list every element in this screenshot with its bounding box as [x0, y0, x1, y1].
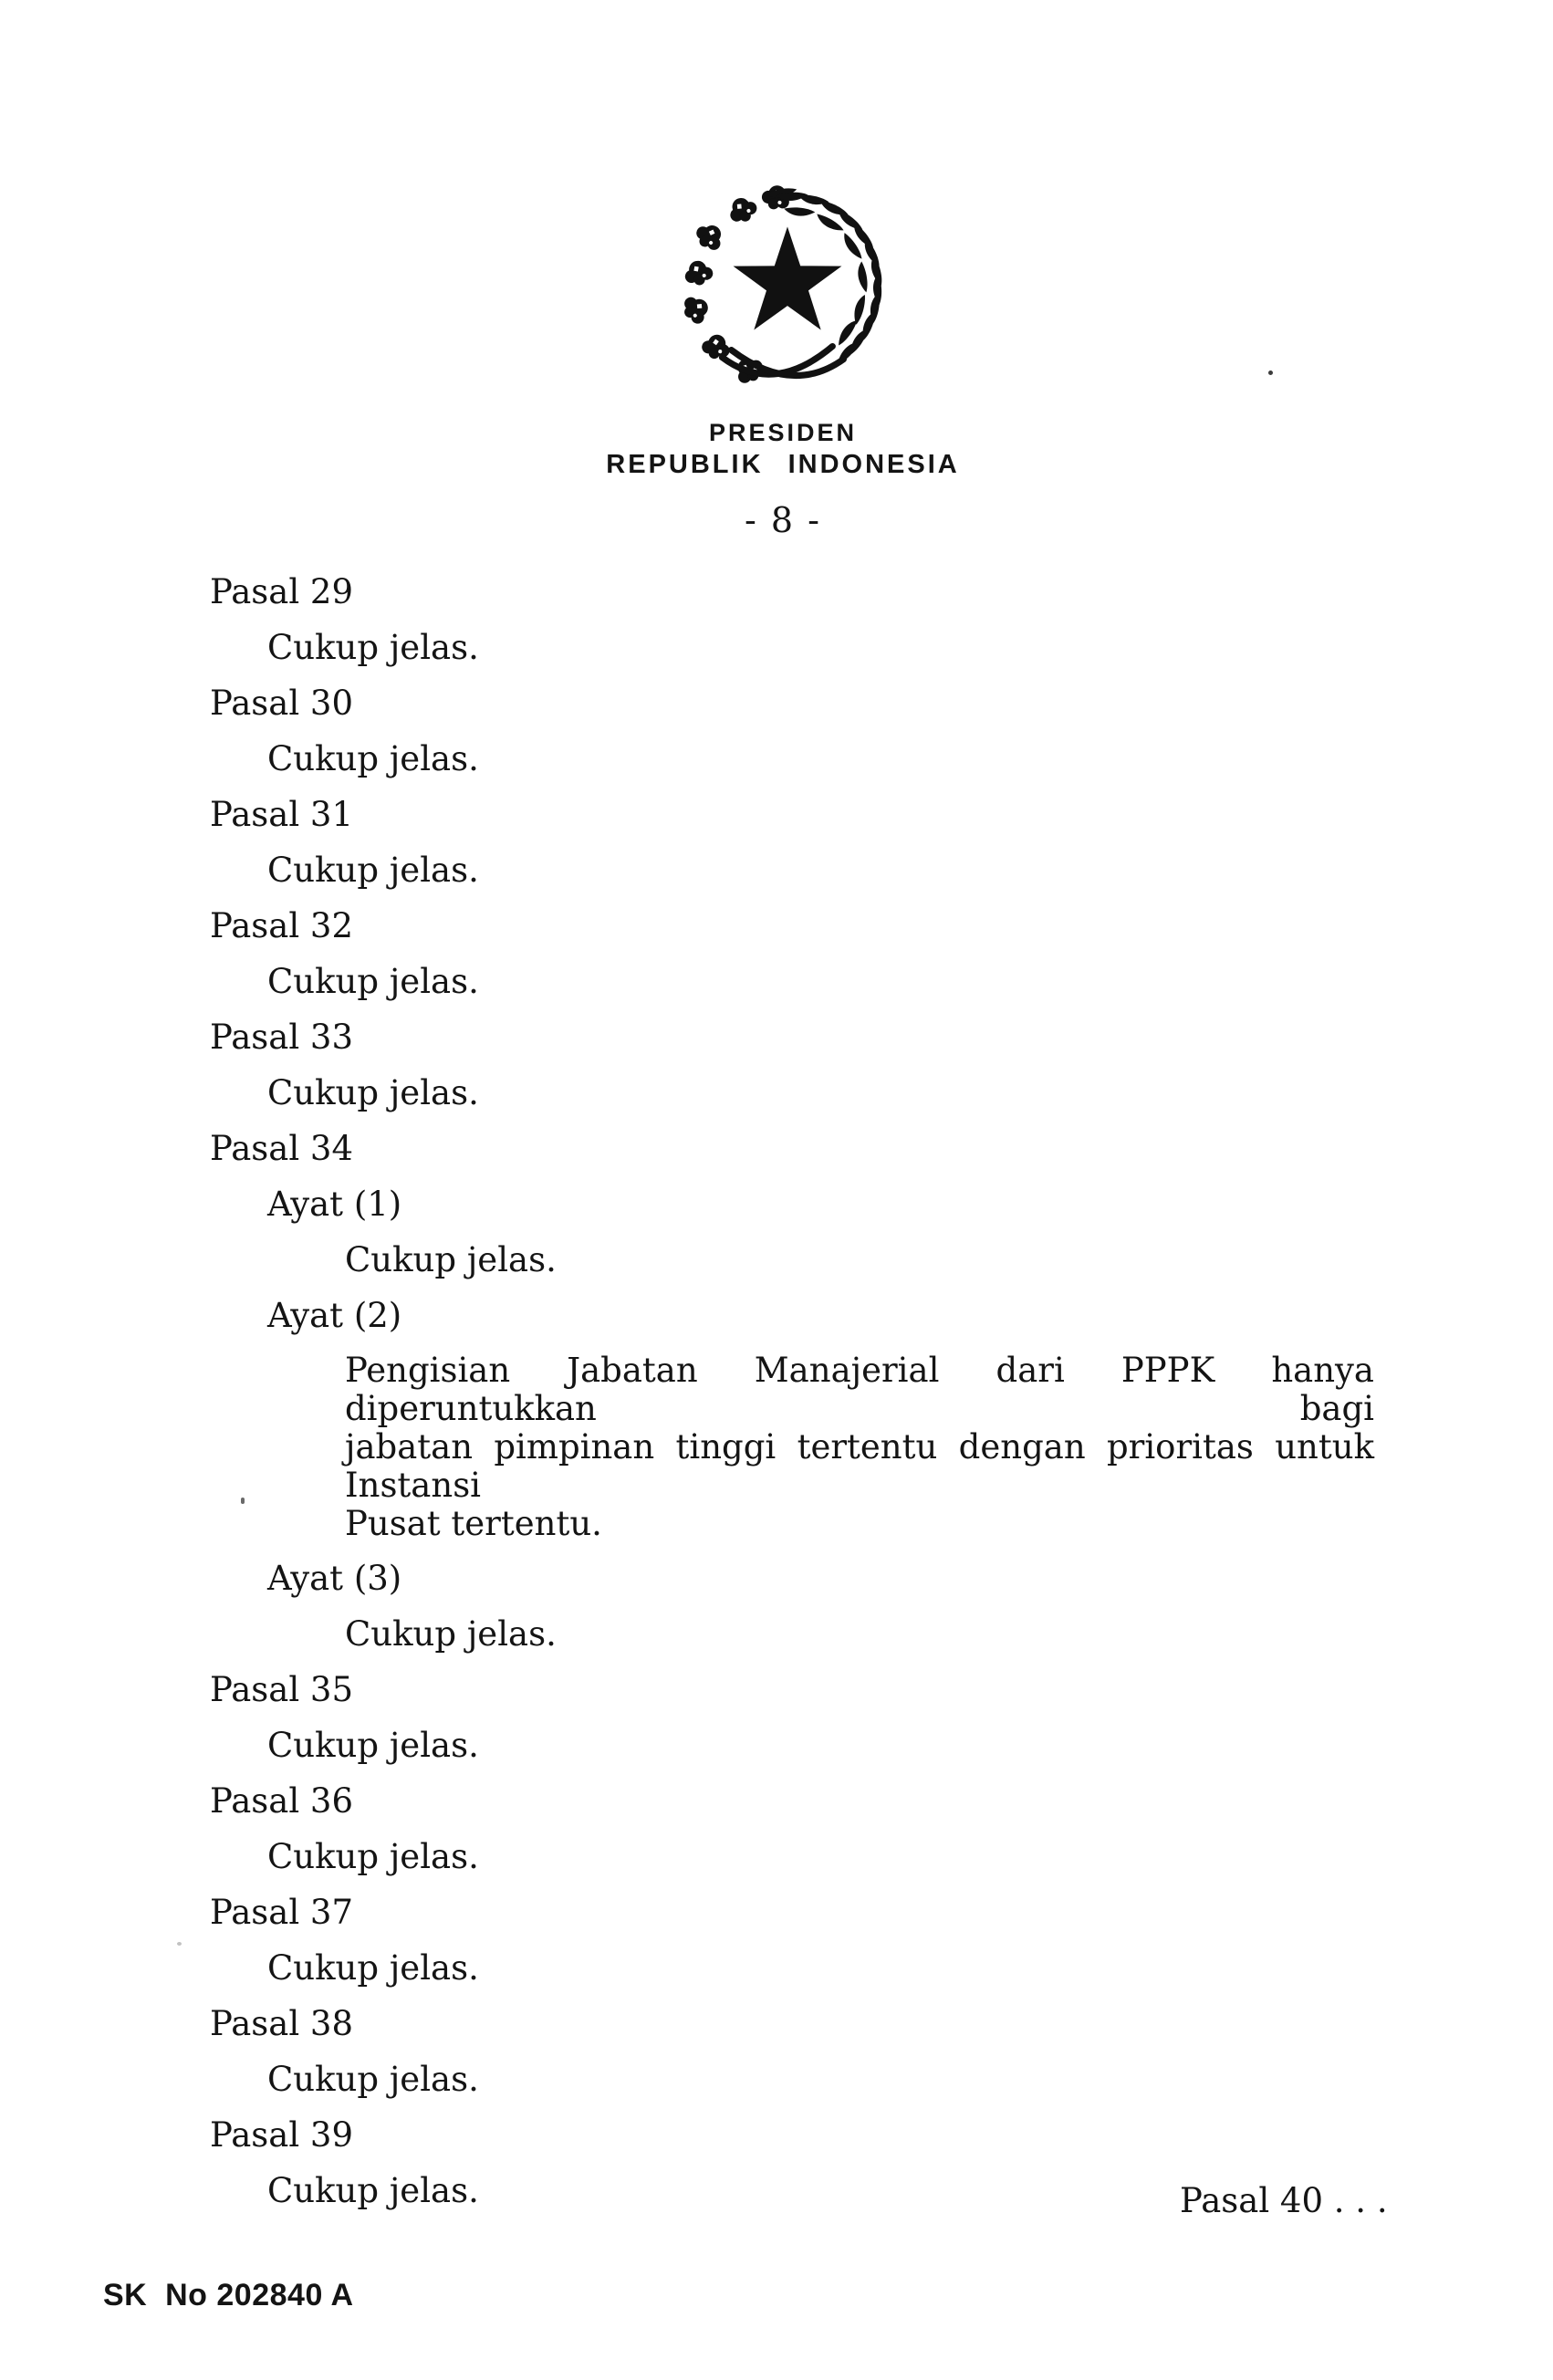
ayat-heading: Ayat (1) [267, 1185, 402, 1224]
paragraph-line: Pengisian Jabatan Manajerial dari PPPK hanya diperuntukkan bagi [345, 1351, 1374, 1428]
explanation-text: Cukup jelas. [267, 2171, 479, 2210]
explanation-text: Cukup jelas. [267, 1837, 479, 1876]
paragraph-line: jabatan pimpinan tinggi tertentu dengan prioritas untuk Instansi [345, 1427, 1374, 1505]
presidential-star-wreath-emblem [673, 177, 903, 407]
pasal-heading: Pasal 29 [210, 572, 354, 611]
explanation-text: Cukup jelas. [345, 1614, 557, 1654]
pasal-heading: Pasal 30 [210, 684, 354, 723]
scan-speck [1268, 371, 1273, 375]
document-body [210, 572, 1378, 2227]
letterhead-subtitle: REPUBLIK INDONESIA [606, 450, 960, 479]
document-code: SK No 202840 A [103, 2278, 354, 2312]
explanation-text: Cukup jelas. [345, 1240, 557, 1279]
explanation-text: Cukup jelas. [267, 1948, 479, 1988]
pasal-heading: Pasal 32 [210, 906, 354, 945]
pasal-heading: Pasal 34 [210, 1129, 354, 1168]
pasal-heading: Pasal 33 [210, 1018, 354, 1057]
letterhead [418, 420, 1148, 538]
paragraph-line: Pusat tertentu. [345, 1504, 602, 1543]
explanation-text: Cukup jelas. [267, 962, 479, 1001]
pasal-heading: Pasal 38 [210, 2004, 354, 2043]
scan-speck [241, 1498, 245, 1504]
ayat-explanation-paragraph [345, 1352, 1374, 1543]
letterhead-title: PRESIDEN [708, 419, 858, 446]
continuation-marker: Pasal 40 . . . [1180, 2181, 1388, 2220]
pasal-heading: Pasal 39 [210, 2115, 354, 2155]
explanation-text: Cukup jelas. [267, 628, 479, 667]
star-icon [734, 226, 842, 329]
explanation-text: Cukup jelas. [267, 2060, 479, 2099]
explanation-text: Cukup jelas. [267, 739, 479, 778]
scan-speck [177, 1942, 182, 1946]
explanation-text: Cukup jelas. [267, 851, 479, 890]
pasal-heading: Pasal 31 [210, 795, 354, 834]
explanation-text: Cukup jelas. [267, 1726, 479, 1765]
pasal-heading: Pasal 37 [210, 1893, 354, 1932]
explanation-text: Cukup jelas. [267, 1073, 479, 1112]
ayat-heading: Ayat (2) [267, 1296, 402, 1335]
page-number: - 8 - [744, 500, 821, 540]
pasal-heading: Pasal 36 [210, 1781, 354, 1821]
pasal-heading: Pasal 35 [210, 1670, 354, 1709]
ayat-heading: Ayat (3) [267, 1559, 402, 1598]
